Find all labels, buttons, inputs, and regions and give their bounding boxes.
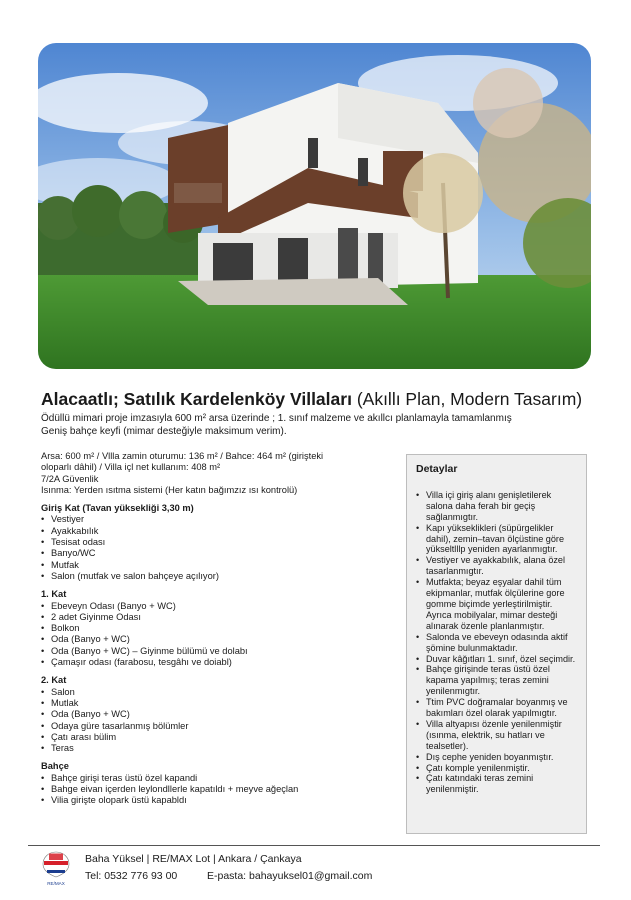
- spec-line: 7/2A Güvenlik: [41, 473, 99, 484]
- section-title-second-floor: 2. Kat: [41, 675, 67, 686]
- list-item: • Çatı arası bülim: [41, 732, 391, 743]
- detail-item: • Dış cephe yeniden boyanmıştır.: [416, 752, 577, 763]
- listing-title: [41, 388, 601, 410]
- list-item: • Oda (Banyo + WC): [41, 709, 391, 720]
- garden-list: [41, 773, 391, 807]
- agent-info: Baha Yüksel | RE/MAX Lot | Ankara / Çankaya: [85, 853, 302, 865]
- title-subtitle: (Akıllı Plan, Modern Tasarım): [356, 389, 583, 409]
- details-title: Detaylar: [416, 463, 458, 475]
- list-item: • Mutfak: [41, 560, 391, 571]
- spec-line: Arsa: 600 m² / Vllla zamin oturumu: 136 m² / Bahce: 464 m² (girişteki: [41, 451, 324, 461]
- intro-text: [41, 413, 581, 438]
- list-item: • Vilia girişte olopark üstü kapabldı: [41, 795, 391, 806]
- spec-line: Isınma: Yerden ısıtma sistemi (Her katın bağımzız ısı kontrolü): [41, 484, 298, 495]
- list-item: • Bahçe girişi teras üstü özel kapandi: [41, 773, 391, 784]
- list-item: • Ebeveyn Odası (Banyo + WC): [41, 601, 391, 612]
- email-address[interactable]: E-pasta: bahayuksel01@gmail.com: [207, 870, 373, 882]
- section-title-first-floor: 1. Kat: [41, 589, 67, 600]
- detail-item: • Mutfakta; beyaz eşyalar dahil tüm ekipmanlar, mutfak ölçülerine gore gomme biçimde yerleştirilmiştir. Ayrıca mobilyalar, mimar desteği alınarak özenle planlanmıştır.: [416, 577, 577, 632]
- list-item: • Banyo/WC: [41, 548, 391, 559]
- section-title-garden: Bahçe: [41, 761, 69, 772]
- list-item: • Vestiyer: [41, 514, 391, 525]
- second-floor-list: [41, 687, 391, 755]
- detail-item: • Bahçe girişinde teras üstü özel kapama yapılmış; teras zemini yenilenmıgtır.: [416, 664, 577, 697]
- detail-item: • Villa altyapısı özenle yenilenmiştir (ısınma, elektrik, su hatları ve tealsetler).: [416, 719, 577, 752]
- detail-item: • Duvar kâğıtları 1. sınıf, özel seçimdir.: [416, 654, 577, 665]
- list-item: • Salon: [41, 687, 391, 698]
- list-item: • Teras: [41, 743, 391, 754]
- details-box: [406, 454, 587, 834]
- list-item: • Tesisat odası: [41, 537, 391, 548]
- list-item: • Bahge eivan içerden leylondllerle kapatıldı + meyve ağeçlan: [41, 784, 391, 795]
- intro-line: Ödüllü mimari proje imzasıyla 600 m² arsa üzerinde ; 1. sınıf malzeme ve akıllcı planlamayla tamamlanmış: [41, 413, 512, 424]
- detail-item: • Çatı katındaki teras zemini yenilenmiştir.: [416, 773, 577, 795]
- spec-line: oloparlı dâhil) / Villa içl net kullanım: 408 m²: [41, 462, 221, 473]
- list-item: • Salon (mutfak ve salon bahçeye açılıyor): [41, 571, 391, 582]
- detail-item: • Villa içi giriş alanı genişletilerek salona daha ferah bir geçiş sağlanmıgtır.: [416, 490, 577, 523]
- detail-item: • Kapı yükseklikleri (süpürgelikler dahil), zemin–tavan ölçüstine göre yükseltlllp yeniden ayarlanmıgtır.: [416, 523, 577, 556]
- villa-photo: [38, 43, 591, 369]
- list-item: • 2 adet Giyinme Odası: [41, 612, 391, 623]
- detail-item: • Ttim PVC doğramalar boyanmış ve bakımları özel olarak yapılmıgtır.: [416, 697, 577, 719]
- list-item: • Oda (Banyo + WC) – Giyinme bülümü ve dolabı: [41, 646, 391, 657]
- detail-item: • Çatı komple yenilenmiştir.: [416, 763, 577, 774]
- list-item: • Odaya güre tasarlanmış bölümler: [41, 721, 391, 732]
- detail-item: • Vestiyer ve ayakkabılık, alana özel tasarlanmıgtır.: [416, 555, 577, 577]
- list-item: • Bolkon: [41, 623, 391, 634]
- list-item: • Ayakkabılık: [41, 526, 391, 537]
- list-item: • Çamaşır odası (farabosu, tesgâhı ve doiabl): [41, 657, 391, 668]
- title-bold: Alacaatlı; Satılık Kardelenköy Villaları: [41, 389, 352, 409]
- section-title-ground-floor: Giriş Kat (Tavan yüksekliği 3,30 m): [41, 503, 194, 514]
- footer-divider: [28, 845, 600, 846]
- detail-item: • Salonda ve ebeveyn odasında aktif şömine bulunmaktadır.: [416, 632, 577, 654]
- features-column: [41, 451, 391, 807]
- list-item: • Oda (Banyo + WC): [41, 634, 391, 645]
- details-list: [416, 490, 577, 795]
- intro-line: Geniş bahçe keyfi (mimar desteğiyle maksimum verim).: [41, 425, 287, 437]
- phone-number[interactable]: Tel: 0532 776 93 00: [85, 870, 178, 882]
- svg-text:RE/MAX: RE/MAX: [47, 881, 65, 886]
- ground-floor-list: [41, 514, 391, 582]
- remax-logo: [40, 850, 72, 888]
- list-item: • Mutlak: [41, 698, 391, 709]
- first-floor-list: [41, 601, 391, 669]
